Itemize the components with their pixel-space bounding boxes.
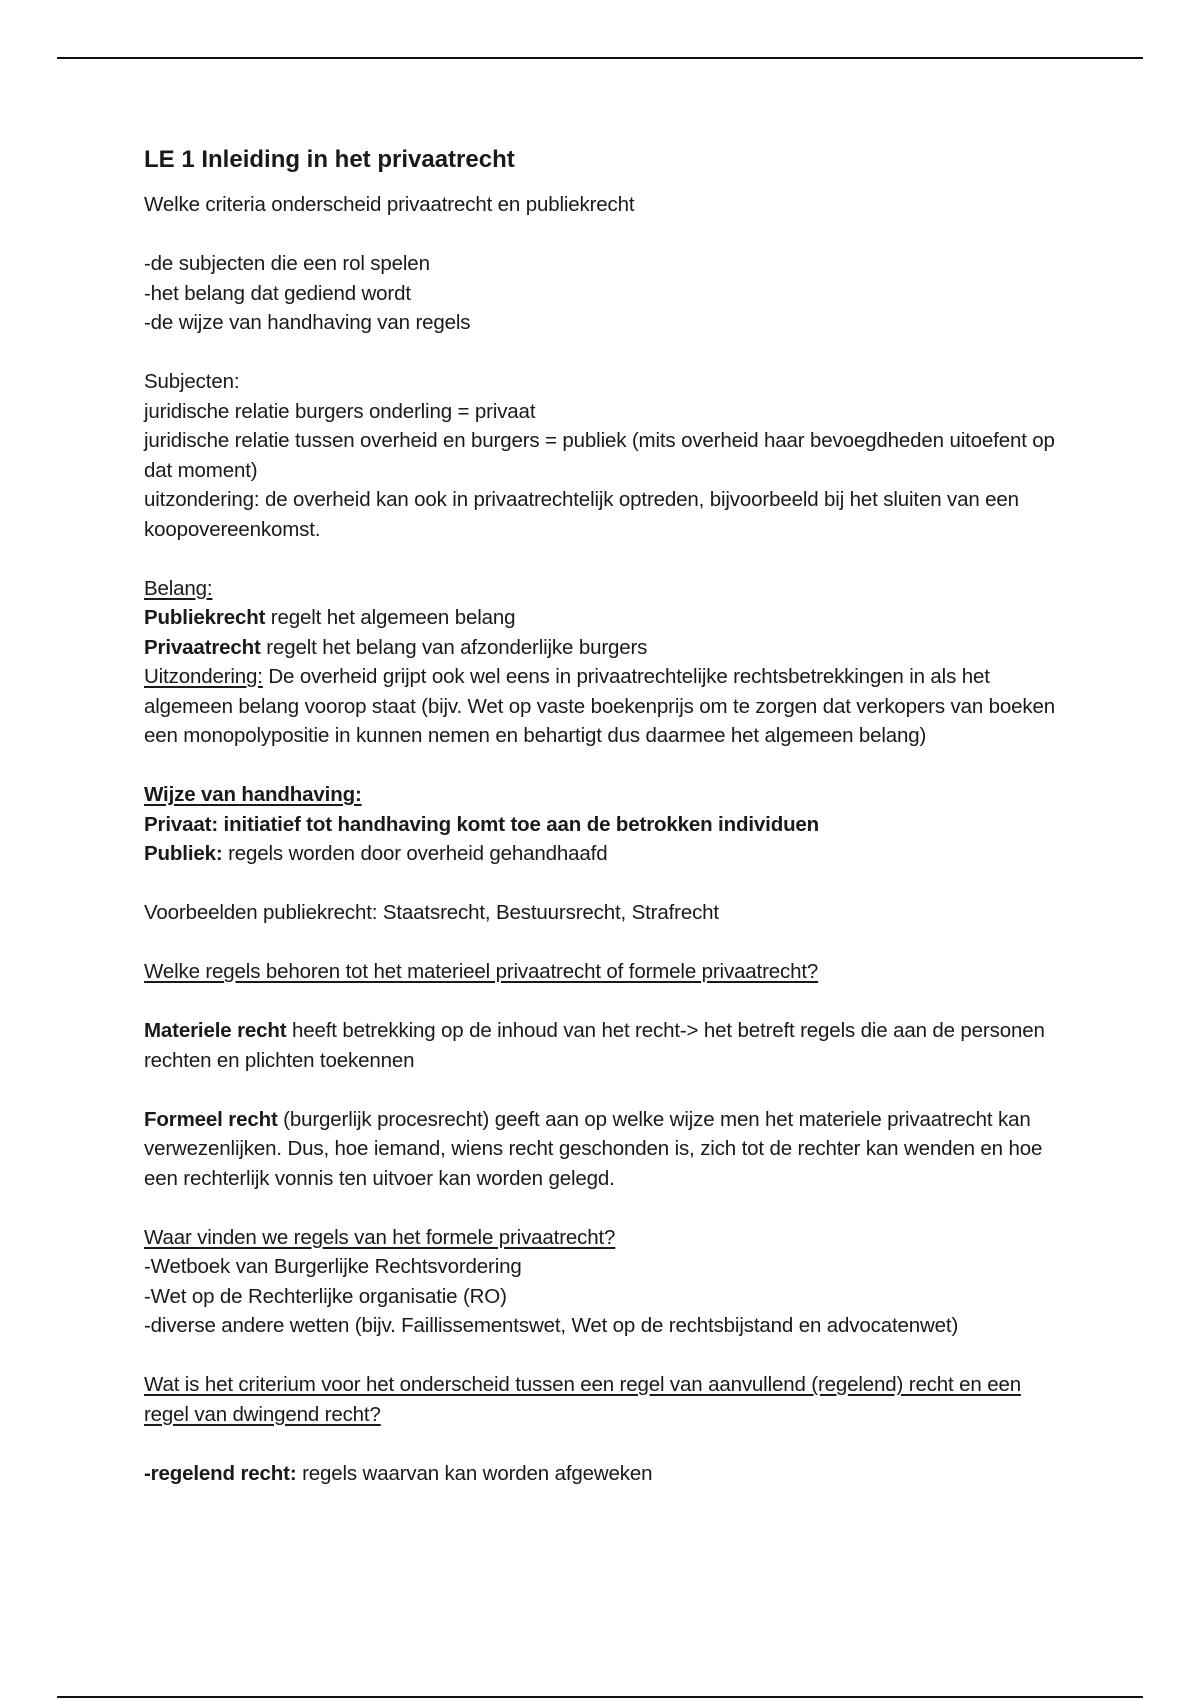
materiele-recht	[144, 1016, 1064, 1075]
criteria-item: -de subjecten die een rol spelen	[144, 252, 430, 275]
definition: regels worden door overheid gehandhaafd	[222, 842, 608, 865]
handhaving-publiek	[144, 839, 1064, 869]
definition: (burgerlijk procesrecht) geeft aan op welke wijze men het materiele privaatrecht kan verwezenlijken. Dus, hoe iemand, wiens recht geschonden is, zich tot de rechter kan wenden en hoe een rechterlijk vonnis ten uitvoer kan worden gelegd.	[144, 1107, 1043, 1190]
footer-rule	[57, 1696, 1143, 1698]
definition: heeft betrekking op de inhoud van het recht-> het betreft regels die aan de personen rechten en plichten toekennen	[144, 1019, 1045, 1072]
belang-uitzondering	[144, 662, 1064, 751]
definition: regelt het algemeen belang	[265, 606, 516, 629]
voorbeelden-publiekrecht: Voorbeelden publiekrecht: Staatsrecht, Bestuursrecht, Strafrecht	[144, 901, 719, 924]
bron-item: -Wetboek van Burgerlijke Rechtsvordering	[144, 1255, 522, 1278]
bron-item: -diverse andere wetten (bijv. Faillissementswet, Wet op de rechtsbijstand en advocatenwet)	[144, 1314, 959, 1337]
page-title: LE 1 Inleiding in het privaatrecht	[144, 146, 515, 173]
term: Publiekrecht	[144, 606, 266, 629]
definition: regelt het belang van afzonderlijke burgers	[260, 635, 648, 659]
handhaving-privaat	[144, 810, 1064, 840]
belang-privaat	[144, 633, 1064, 663]
belang-publiek	[144, 603, 1064, 633]
handhaving-heading	[144, 780, 1064, 810]
criteria-item: -de wijze van handhaving van regels	[144, 311, 471, 334]
intro-question: Welke criteria onderscheid privaatrecht en publiekrecht	[144, 193, 635, 216]
privaat-text: Privaat: initiatief tot handhaving komt toe aan de betrokken individuen	[144, 812, 820, 836]
term: Uitzondering:	[144, 665, 263, 688]
header-rule	[57, 57, 1143, 59]
term: Privaatrecht	[144, 635, 261, 659]
term: Publiek:	[144, 842, 223, 865]
definition: De overheid grijpt ook wel eens in privaatrechtelijke rechtsbetrekkingen in als het algemeen belang voorop staat (bijv. Wet op vaste boekenprijs om te zorgen dat verkopers van boeken een monopolypositie in kunnen nemen en behartigt dus daarmee het algemeen belang)	[144, 665, 1056, 747]
heading-text: Wijze van handhaving:	[144, 783, 362, 806]
regelend-recht	[144, 1459, 1064, 1489]
bron-item: -Wet op de Rechterlijke organisatie (RO)	[144, 1284, 507, 1308]
criteria-item: -het belang dat gediend wordt	[144, 281, 411, 305]
subjecten-heading: Subjecten:	[144, 370, 240, 393]
term: -regelend recht:	[144, 1461, 297, 1485]
term: Formeel recht	[144, 1107, 278, 1131]
belang-heading: Belang:	[144, 576, 213, 600]
formeel-recht	[144, 1105, 1064, 1194]
question-formeel: Waar vinden we regels van het formele privaatrecht?	[144, 1225, 616, 1249]
subjecten-line: juridische relatie tussen overheid en burgers = publiek (mits overheid haar bevoegdheden uitoefent op dat moment)	[144, 429, 1055, 482]
subjecten-line: juridische relatie burgers onderling = privaat	[144, 399, 536, 423]
document-body	[144, 144, 1064, 1488]
question-criterium: Wat is het criterium voor het onderscheid tussen een regel van aanvullend (regelend) recht en een regel van dwingend recht?	[144, 1373, 1021, 1426]
subjecten-line: uitzondering: de overheid kan ook in privaatrechtelijk optreden, bijvoorbeeld bij het sluiten van een koopovereenkomst.	[144, 488, 1019, 541]
term: Materiele recht	[144, 1019, 287, 1042]
definition: regels waarvan kan worden afgeweken	[296, 1461, 653, 1485]
question-materieel: Welke regels behoren tot het materieel privaatrecht of formele privaatrecht?	[144, 960, 819, 983]
